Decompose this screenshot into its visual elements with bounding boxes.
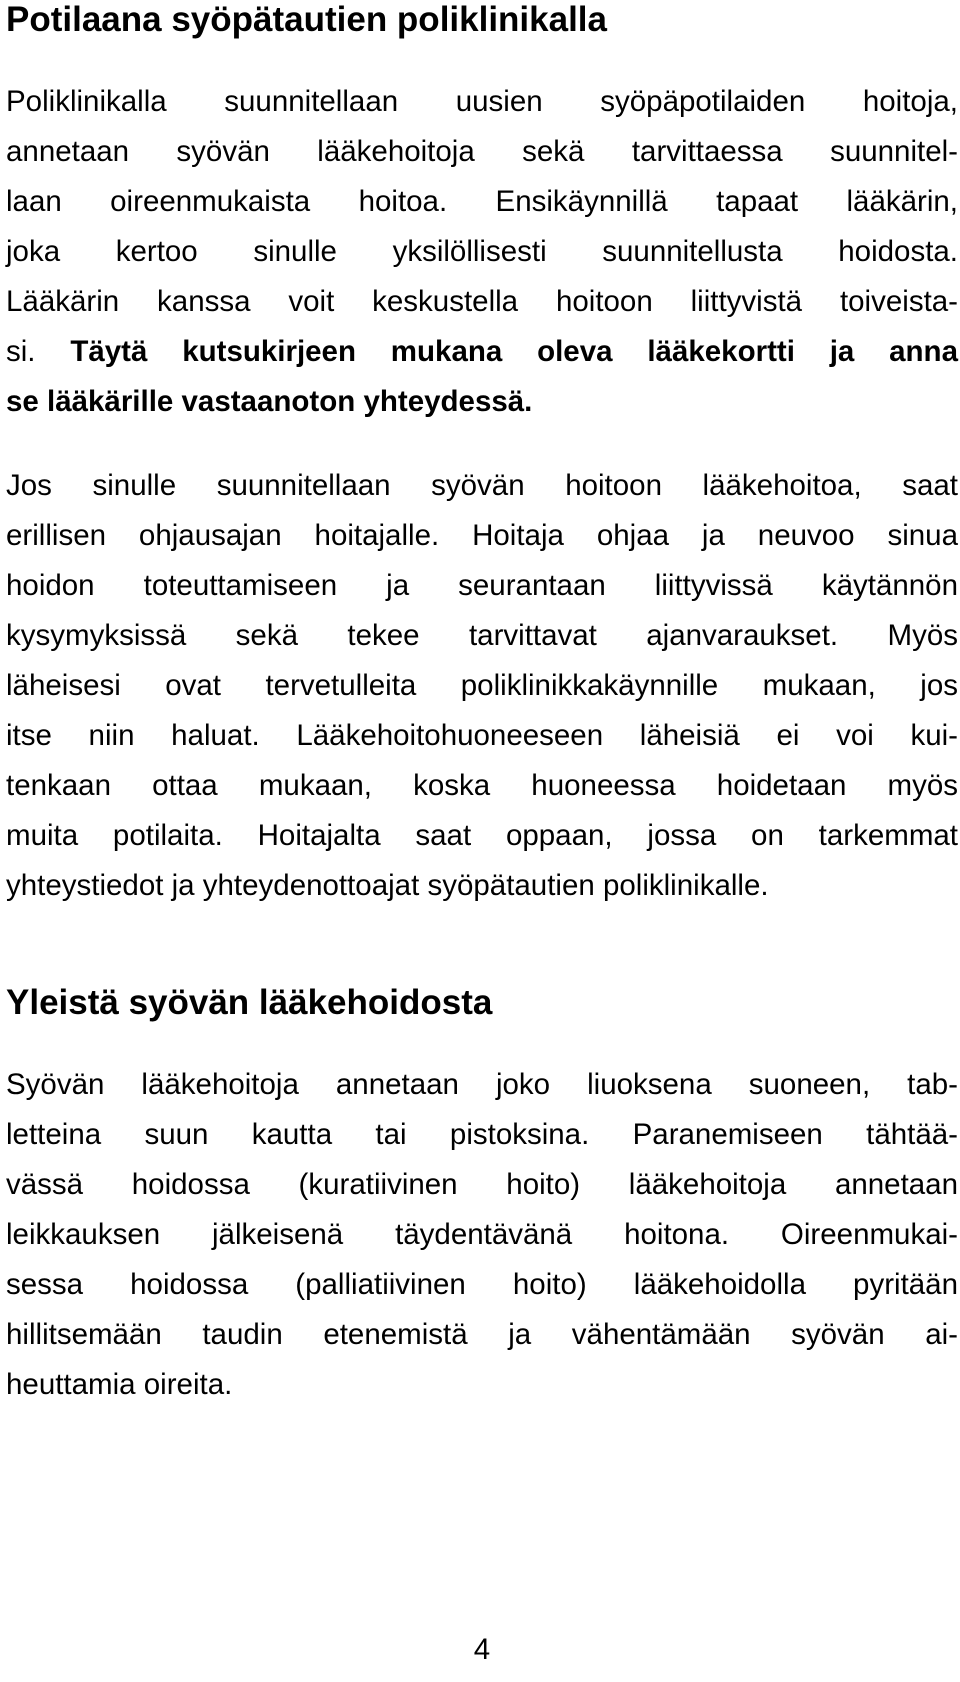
paragraph-clinic-intro bbox=[6, 77, 958, 427]
emphasized-instruction-continued: se lääkärille vastaanoton yhteydessä. bbox=[6, 385, 533, 418]
paragraph-line: itse niin haluat. Lääkehoitohuoneeseen läheisiä ei voi kui- bbox=[6, 719, 958, 752]
paragraph-line: muita potilaita. Hoitajalta saat oppaan, jossa on tarkemmat bbox=[6, 819, 958, 852]
paragraph-line: vässä hoidossa (kuratiivinen hoito) lääkehoitoja annetaan bbox=[6, 1168, 958, 1201]
section-title-drug-therapy: Yleistä syövän lääkehoidosta bbox=[6, 983, 493, 1022]
paragraph-line: läheisesi ovat tervetulleita poliklinikkakäynnille mukaan, jos bbox=[6, 669, 958, 702]
paragraph-nurse-guidance bbox=[6, 461, 958, 911]
page-number: 4 bbox=[473, 1633, 491, 1666]
paragraph-line: tenkaan ottaa mukaan, koska huoneessa hoidetaan myös bbox=[6, 769, 958, 802]
paragraph-line: yhteystiedot ja yhteydenottoajat syöpätautien poliklinikalle. bbox=[6, 869, 769, 902]
paragraph-line: Jos sinulle suunnitellaan syövän hoitoon lääkehoitoa, saat bbox=[6, 469, 958, 502]
paragraph-line: sessa hoidossa (palliatiivinen hoito) lääkehoidolla pyritään bbox=[6, 1268, 958, 1301]
emphasized-instruction: Täytä kutsukirjeen mukana oleva lääkekortti ja anna bbox=[70, 335, 958, 368]
page-content bbox=[6, 0, 958, 1410]
paragraph-line: Lääkärin kanssa voit keskustella hoitoon liittyvistä toiveista- bbox=[6, 285, 958, 318]
paragraph-line: hillitsemään taudin etenemistä ja vähentämään syövän ai- bbox=[6, 1318, 958, 1351]
paragraph-line-fragment: si. bbox=[6, 335, 36, 368]
paragraph-line: laan oireenmukaista hoitoa. Ensikäynnillä tapaat lääkärin, bbox=[6, 185, 958, 218]
section-title-outpatient-clinic: Potilaana syöpätautien poliklinikalla bbox=[6, 0, 607, 39]
paragraph-line: joka kertoo sinulle yksilöllisesti suunnitellusta hoidosta. bbox=[6, 235, 958, 268]
paragraph-line-mixed bbox=[6, 327, 958, 377]
paragraph-line: Syövän lääkehoitoja annetaan joko liuoksena suoneen, tab- bbox=[6, 1068, 958, 1101]
paragraph-drug-therapy bbox=[6, 1060, 958, 1410]
paragraph-line: annetaan syövän lääkehoitoja sekä tarvittaessa suunnitel- bbox=[6, 135, 958, 168]
paragraph-line: heuttamia oireita. bbox=[6, 1368, 233, 1401]
paragraph-line: letteina suun kautta tai pistoksina. Paranemiseen tähtää- bbox=[6, 1118, 958, 1151]
paragraph-line: erillisen ohjausajan hoitajalle. Hoitaja ohjaa ja neuvoo sinua bbox=[6, 519, 958, 552]
paragraph-line: hoidon toteuttamiseen ja seurantaan liittyvissä käytännön bbox=[6, 569, 958, 602]
paragraph-line: Poliklinikalla suunnitellaan uusien syöpäpotilaiden hoitoja, bbox=[6, 85, 958, 118]
paragraph-line: kysymyksissä sekä tekee tarvittavat ajanvaraukset. Myös bbox=[6, 619, 958, 652]
paragraph-line: leikkauksen jälkeisenä täydentävänä hoitona. Oireenmukai- bbox=[6, 1218, 958, 1251]
